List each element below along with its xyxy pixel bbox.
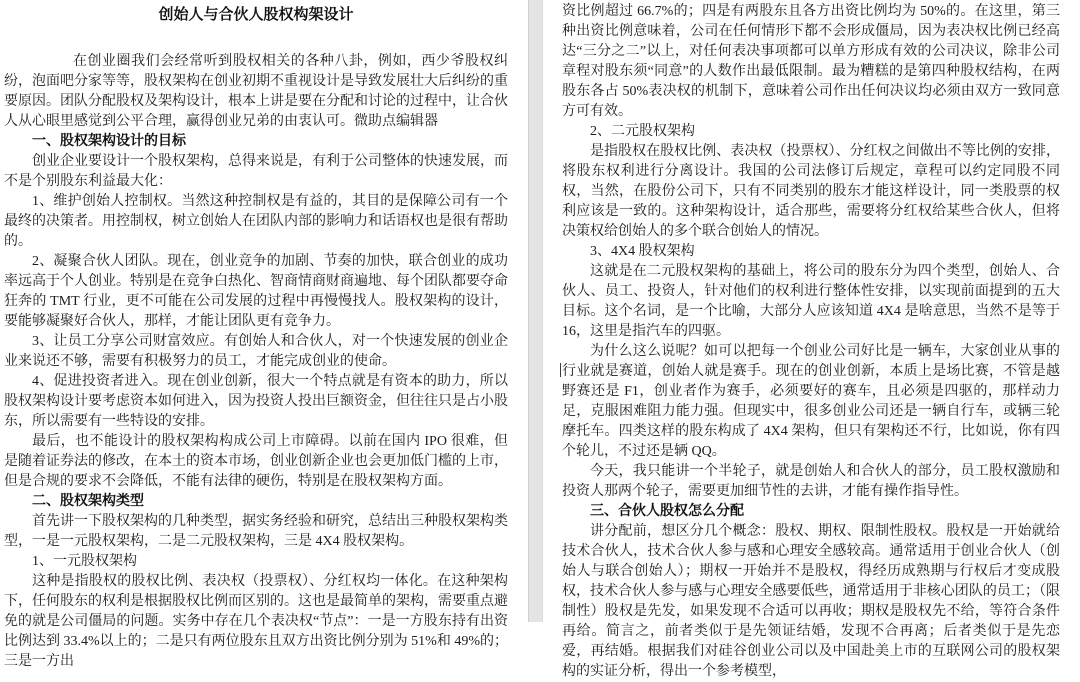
paragraph[interactable]: 在创业圈我们会经常听到股权相关的各种八卦，例如，西少爷股权纠纷，泡面吧分家等等，股权架构在创业初期不重视设计是导致发展壮大后纠纷的重要原因。团队分配股权及架构设计，根本上讲是要在分配和讨论的过程中，让合伙人从心眼里感觉到公平合理，赢得创业兄弟的由衷认可。微助点编辑器: [4, 54, 508, 129]
paragraph[interactable]: 3、4X4 股权架构: [590, 244, 695, 259]
paragraph[interactable]: 是指股权在股权比例、表决权（投票权）、分红权之间做出不等比例的安排，将股东权利进行分离设计。我国的公司法修订后规定，章程可以约定同股不同权，当然，在股份公司下，只有不同类别的股东才能这样设计，同一类股票的权利应该是一致的。这种架构设计，适合那些，需要将分红权给某些合伙人，但将决策权给创始人的多个联合创始人的情况。: [562, 144, 1060, 239]
page-divider: [528, 0, 543, 622]
text-cursor: [560, 363, 561, 377]
paragraph[interactable]: 为什么这么说呢？如可以把每一个创业公司好比是一辆车，大家创业从事的行业就是赛道，创始人就是赛手。现在的创业创新，本质上是场比赛，不管是越野赛还是 F1，创业者作为赛手，必须要好的赛车，且必须是四驱的，那样动力足，克服困难阻力能力强。但现实中，很多创业公司还是一辆自行车，或辆三轮摩托车。四类这样的股东构成了 4X4 架构，但只有架构还不行，比如说，你有四个轮儿，不过还是辆 QQ。: [562, 344, 1060, 459]
document-title[interactable]: 创始人与合伙人股权构架设计: [158, 7, 354, 23]
paragraph[interactable]: 2、凝聚合伙人团队。现在，创业竞争的加剧、节奏的加快，联合创业的成功率远高于个人创业。特别是在竞争白热化、智商情商财商遍地、每个团队都要夺命狂奔的 TMT 行业，更不可能在公司发展的过程中再慢慢找人。股权架构的设计，要能够凝聚好合伙人，那样，才能让团队更有竞争力。: [4, 254, 508, 329]
paragraph[interactable]: 一、股权架构设计的目标: [32, 134, 186, 149]
page-1-paragraphs: [4, 52, 508, 672]
paragraph[interactable]: 4、促进投资者进入。现在创业创新，很大一个特点就是有资本的助力，所以股权架构设计要考虑资本如何进入，因为投资人投出巨额资金，但往往只是占小股东，所以需要有一些特设的安排。: [4, 374, 508, 429]
page-2-paragraphs: [562, 2, 1060, 682]
paragraph[interactable]: 这种是指股权的股权比例、表决权（投票权）、分红权均一体化。在这种架构下，任何股东的权利是根据股权比例而区别的。这也是最简单的架构，需要重点避免的就是公司僵局的问题。实务中存在几个表决权“节点”：一是一方股东持有出资比例达到 33.4%以上的；二是只有两位股东且双方出资比例分别为 51%和 49%的；三是一方出: [4, 574, 508, 669]
paragraph[interactable]: 这就是在二元股权架构的基础上，将公司的股东分为四个类型，创始人、合伙人、员工、投资人，针对他们的权利进行整体性安排，以实现前面提到的五大目标。这个名词，是一个比喻，大部分人应该知道 4X4 是啥意思，当然不是等于 16，这里是指汽车的四驱。: [562, 264, 1060, 339]
paragraph[interactable]: 3、让员工分享公司财富效应。有创始人和合伙人，对一个快速发展的创业企业来说还不够，需要有积极努力的员工，才能完成创业的使命。: [4, 334, 508, 369]
paragraph[interactable]: 今天，我只能讲一个半轮子，就是创始人和合伙人的部分，员工股权激励和投资人那两个轮子，需要更加细节性的去讲，才能有操作指导性。: [562, 464, 1060, 499]
paragraph[interactable]: 2、二元股权架构: [590, 124, 695, 139]
paragraph[interactable]: 1、一元股权架构: [32, 554, 137, 569]
paragraph[interactable]: 讲分配前，想区分几个概念：股权、期权、限制性股权。股权是一开始就给技术合伙人，技术合伙人参与感和心理安全感较高。通常适用于创业合伙人（创始人与联合创始人）；期权一开始并不是股权，得经历成熟期与行权后才变成股权，技术合伙人参与感与心理安全感要低些，通常适用于非核心团队的员工；（限制性）股权是先发，如果发现不合适可以再收；期权是股权先不给，等符合条件再给。简言之，前者类似于是先领证结婚，发现不合再离；后者类似于是先恋爱，再结婚。根据我们对硅谷创业公司以及中国赴美上市的互联网公司的股权架构的实证分析，得出一个参考模型，: [562, 524, 1060, 679]
document-page-1[interactable]: [0, 0, 528, 669]
document-page-2[interactable]: [543, 0, 1080, 679]
paragraph[interactable]: 资比例超过 66.7%的；四是有两股东且各方出资比例均为 50%的。在这里，第三种出资比例意味着，公司在任何情形下都不会形成僵局，因为表决权比例已经高达“三分之二”以上，对任何表决事项都可以单方形成有效的公司决议，除非公司章程对股东须“同意”的人数作出最低限制。最为糟糕的是第四种股权结构，在两股东各占 50%表决权的机制下，意味着公司作出任何决议均必须由双方一致同意方可有效。: [562, 4, 1060, 119]
paragraph[interactable]: 1、维护创始人控制权。当然这种控制权是有益的，其目的是保障公司有一个最终的决策者。用控制权，树立创始人在团队内部的影响力和话语权也是很有帮助的。: [4, 194, 508, 249]
paragraph[interactable]: 二、股权架构类型: [32, 494, 144, 509]
paragraph[interactable]: 首先讲一下股权架构的几种类型，据实务经验和研究，总结出三种股权架构类型，一是一元股权架构，二是二元股权架构，三是 4X4 股权架构。: [4, 514, 508, 549]
paragraph[interactable]: 最后，也不能设计的股权架构构成公司上市障碍。以前在国内 IPO 很难，但是随着证券法的修改，在本土的资本市场，创业创新企业也会更加低门槛的上市，但是合规的要求不会降低，不能有法律的硬伤，特别是在股权架构方面。: [4, 434, 508, 489]
paragraph[interactable]: 三、合伙人股权怎么分配: [590, 504, 744, 519]
paragraph[interactable]: 创业企业要设计一个股权架构，总得来说是，有利于公司整体的快速发展，而不是个别股东利益最大化：: [4, 154, 508, 189]
